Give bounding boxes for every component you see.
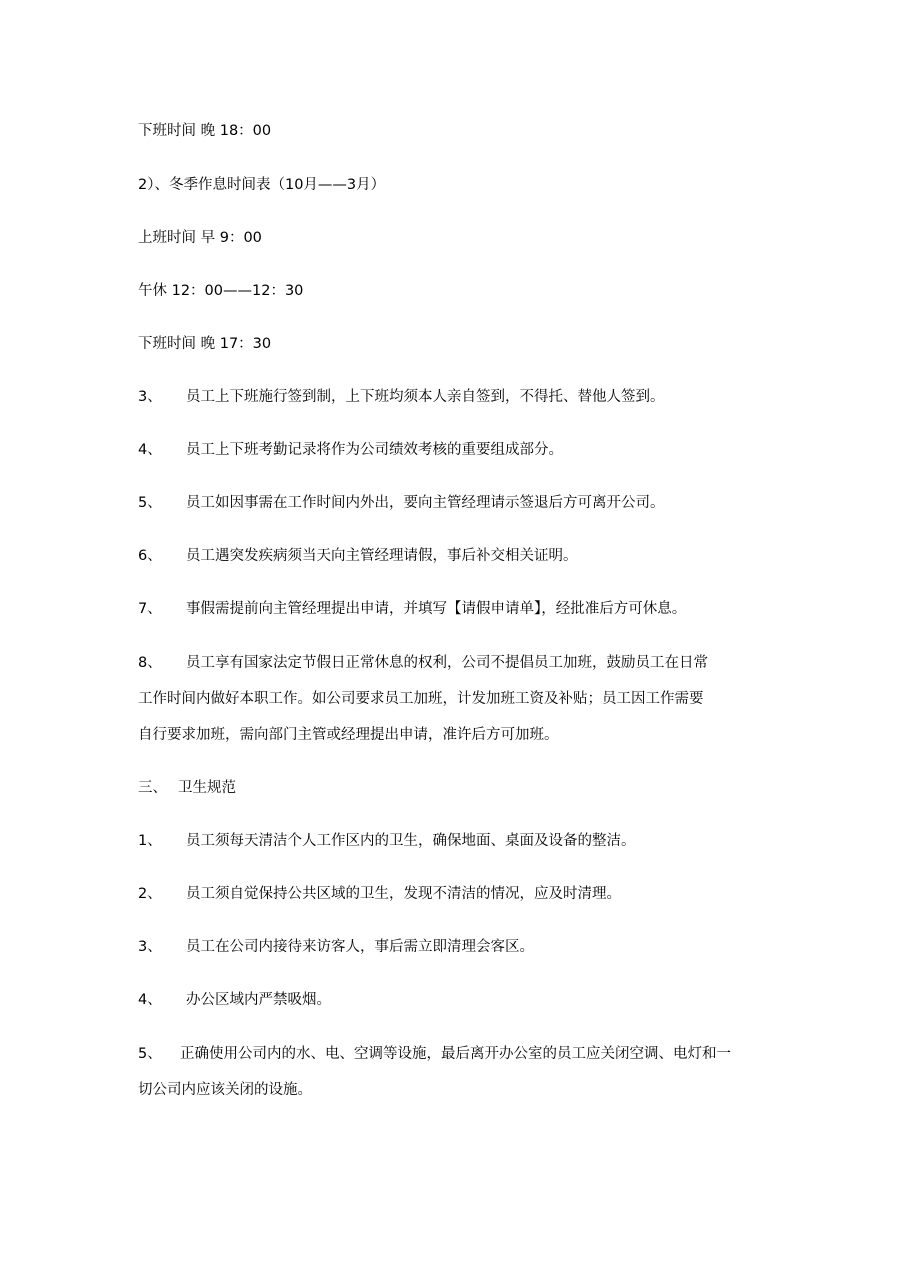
- on-work-time-winter: 上班时间 早 9：00: [138, 230, 262, 246]
- item-number: 1、: [138, 833, 162, 849]
- item-text: 员工如因事需在工作时间内外出，要向主管经理请示签退后方可离开公司。: [186, 495, 665, 511]
- item-number: 7、: [138, 601, 162, 617]
- list-item: [138, 884, 621, 904]
- item-text-continued: 自行要求加班，需向部门主管或经理提出申请，准许后方可加班。: [138, 727, 559, 743]
- lunch-break-winter: 午休 12：00——12：30: [138, 283, 304, 299]
- item-number: 4、: [138, 992, 162, 1008]
- item-text-continued: 工作时间内做好本职工作。如公司要求员工加班，计发加班工资及补贴；员工因工作需要: [138, 691, 704, 707]
- list-item: [138, 1044, 731, 1064]
- item-text: 员工须每天清洁个人工作区内的卫生，确保地面、桌面及设备的整洁。: [186, 833, 636, 849]
- item-number: 8、: [138, 655, 162, 671]
- list-item: [138, 937, 534, 957]
- item-number: 5、: [138, 495, 162, 511]
- item-number: 5、: [138, 1046, 162, 1062]
- list-item: [138, 546, 578, 566]
- item-text: 办公区域内严禁吸烟。: [186, 992, 331, 1008]
- item-number: 4、: [138, 442, 162, 458]
- item-text: 员工在公司内接待来访客人，事后需立即清理会客区。: [186, 939, 534, 955]
- list-item: [138, 831, 636, 851]
- item-text: 员工须自觉保持公共区域的卫生，发现不清洁的情况，应及时清理。: [186, 886, 621, 902]
- item-number: 6、: [138, 548, 162, 564]
- item-text: 员工遇突发疾病须当天向主管经理请假，事后补交相关证明。: [186, 548, 578, 564]
- section-title: 卫生规范: [178, 780, 236, 796]
- item-number: 3、: [138, 939, 162, 955]
- off-work-time-winter: 下班时间 晚 17：30: [138, 336, 272, 352]
- list-item: [138, 599, 686, 619]
- winter-schedule-heading: 2）、冬季作息时间表（10月——3月）: [138, 177, 386, 193]
- item-text: 员工上下班施行签到制，上下班均须本人亲自签到，不得托、替他人签到。: [186, 389, 665, 405]
- section-number: 三、: [138, 780, 167, 796]
- item-number: 3、: [138, 389, 162, 405]
- item-text-continued: 切公司内应该关闭的设施。: [138, 1082, 312, 1098]
- list-item: [138, 990, 331, 1010]
- item-text: 事假需提前向主管经理提出申请，并填写【请假申请单】，经批准后方可休息。: [186, 601, 687, 617]
- item-text: 员工上下班考勤记录将作为公司绩效考核的重要组成部分。: [186, 442, 563, 458]
- list-item: [138, 493, 665, 513]
- off-work-time-summer: 下班时间 晚 18：00: [138, 123, 272, 139]
- item-text: 员工享有国家法定节假日正常休息的权利，公司不提倡员工加班，鼓励员工在日常: [186, 655, 708, 671]
- list-item: [138, 387, 665, 407]
- list-item: [138, 440, 563, 460]
- item-text: 正确使用公司内的水、电、空调等设施，最后离开办公室的员工应关闭空调、电灯和一: [180, 1046, 731, 1062]
- section-heading: [138, 778, 236, 798]
- item-number: 2、: [138, 886, 162, 902]
- list-item: [138, 653, 708, 673]
